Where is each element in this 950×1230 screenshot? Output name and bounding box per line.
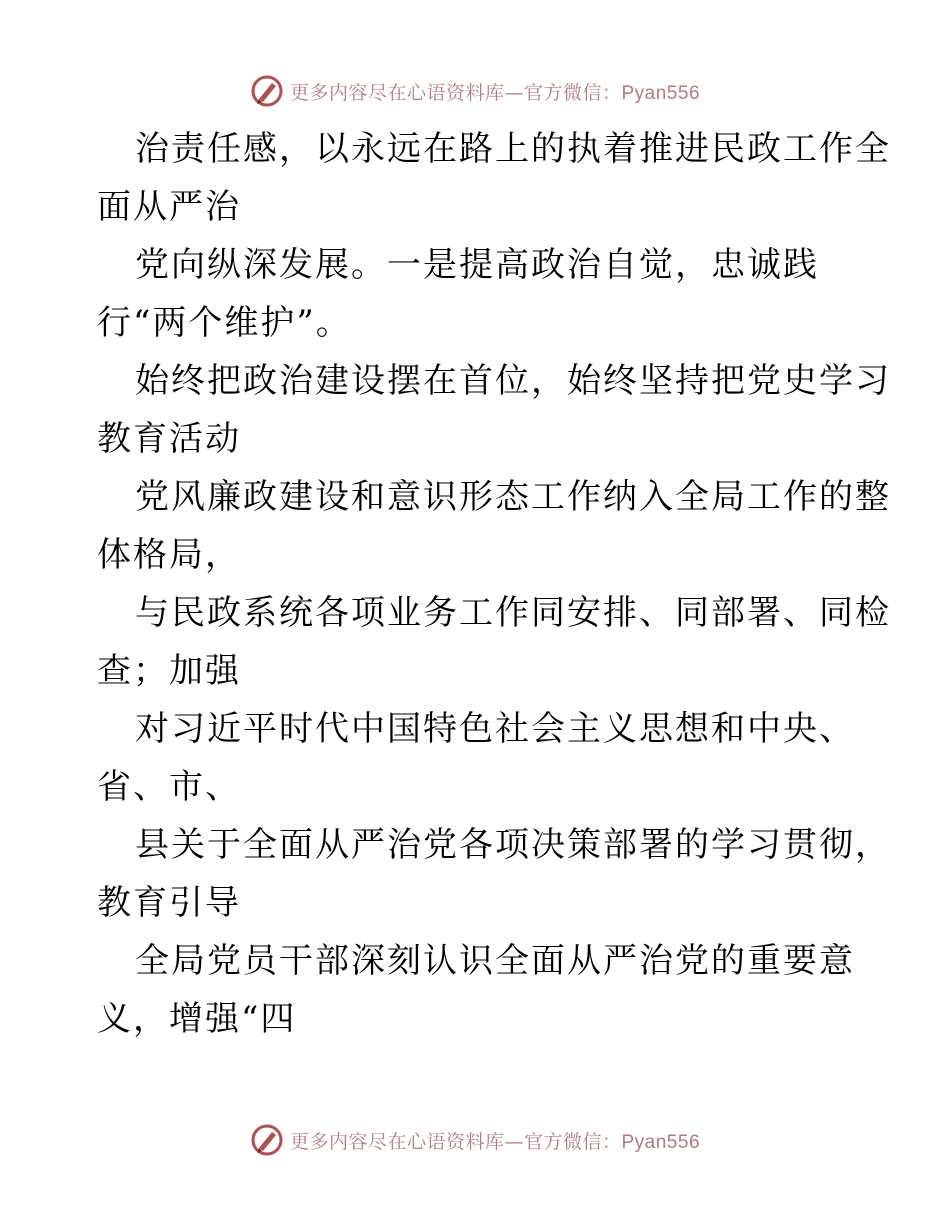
text-line: 教育活动 [97,419,241,459]
text-line: 党向纵深发展。一是提高政治自觉，忠诚践 [135,245,819,285]
pen-circle-logo-icon [250,74,284,108]
text-line: 体格局， [97,535,241,575]
header-banner-text: 更多内容尽在心语资料库—官方微信：Pyan556 [289,81,701,104]
footer-wechat-id: Pyan556 [621,1131,701,1153]
text-line: 全局党员干部深刻认识全面从严治党的重要意 [135,941,855,981]
text-line: 教育引导 [97,883,241,923]
text-line: 治责任感，以永远在路上的执着推进民政工作全 [135,129,891,169]
document-body [97,120,891,1048]
text-line: 省、市、 [97,767,241,807]
header-banner [0,71,950,111]
text-line: 义，增强“四 [97,999,297,1039]
pen-circle-logo-icon [250,1123,284,1157]
text-line: 与民政系统各项业务工作同安排、同部署、同检 [135,593,891,633]
text-line: 查；加强 [97,651,241,691]
text-line: 始终把政治建设摆在首位，始终坚持把党史学习 [135,361,891,401]
text-line: 党风廉政建设和意识形态工作纳入全局工作的整 [135,477,891,517]
footer-banner-text: 更多内容尽在心语资料库—官方微信：Pyan556 [289,1130,701,1153]
footer-banner [0,1120,950,1160]
text-line: 面从严治 [97,187,241,227]
text-line: 行“两个维护”。 [97,303,352,343]
header-wechat-id: Pyan556 [621,82,701,104]
text-line: 对习近平时代中国特色社会主义思想和中央、 [135,709,855,749]
text-line: 县关于全面从严治党各项决策部署的学习贯彻， [135,825,891,865]
